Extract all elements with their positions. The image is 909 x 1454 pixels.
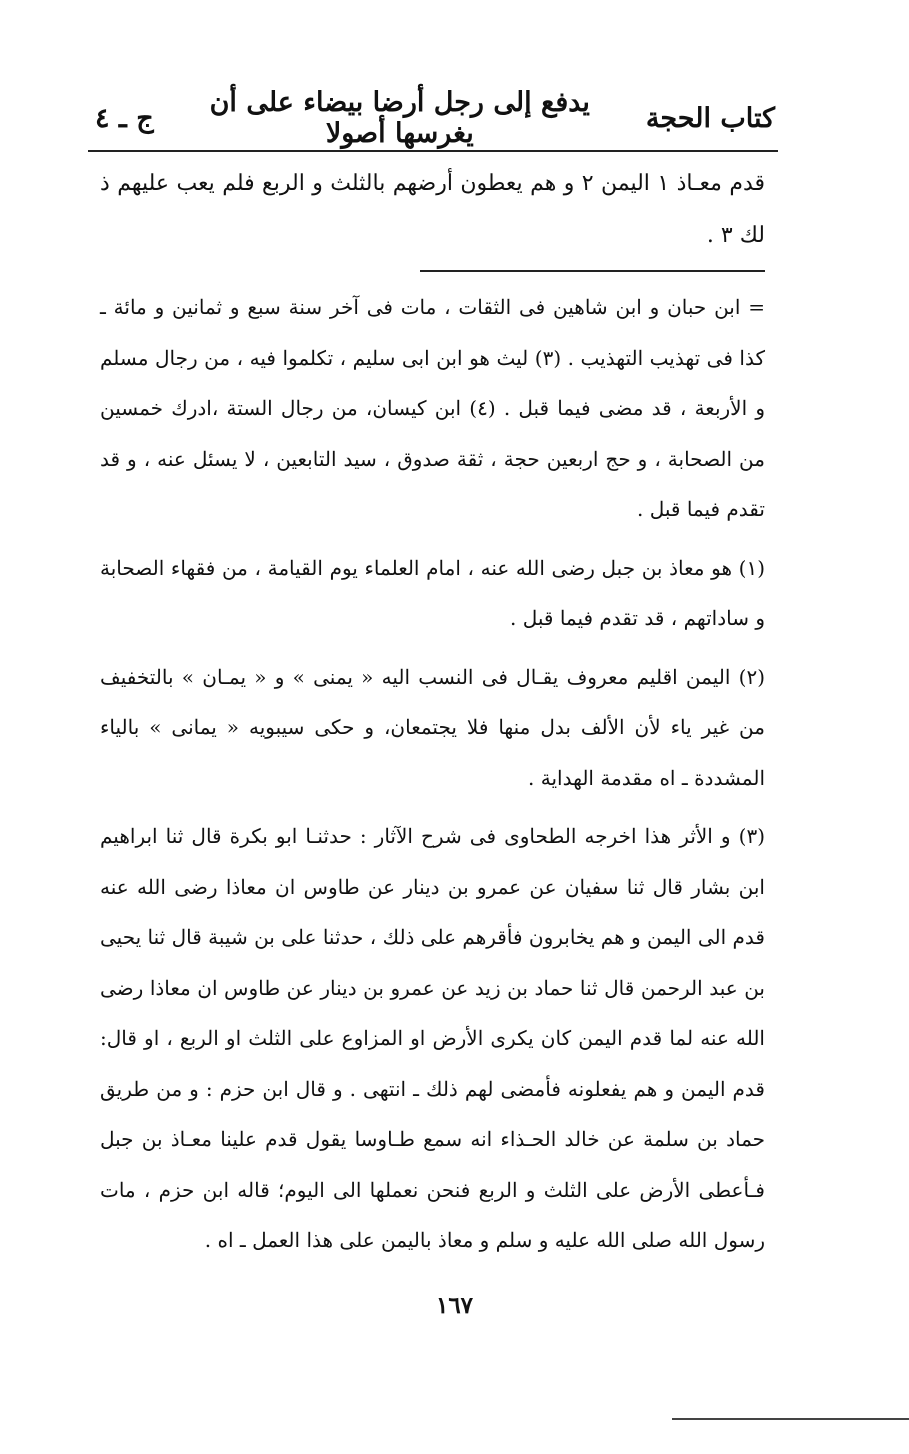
footnote-continuation: = ابن حبان و ابن شاهين فى الثقات ، مات فى آخر سنة سبع و ثمانين و مائة ـ كذا فى تهذيب التهذيب . (٣) ليث هو ابن ابى سليم ، تكلموا فيه ، من رجال مسلم و الأربعة ، قد مضى فيما قبل . (٤) ابن كيسان، من رجال الستة ،ادرك خمسين من الصحابة ، و حج اربعين حجة ، ثقة صدوق ، سيد التابعين ، لا يسئل عنه ، و قد تقدم فيما قبل . <box>100 295 765 521</box>
bottom-scan-line <box>672 1418 909 1420</box>
main-text: قدم معـاذ ١ اليمن ٢ و هم يعطون أرضهم بالثلث و الربع فلم يعب عليهم ذ لك ٣ . <box>100 171 766 248</box>
volume-label: ج ـ ٤ <box>95 102 154 134</box>
footnote-separator <box>420 270 765 272</box>
footnote-1: (١) هو معاذ بن جبل رضى الله عنه ، امام العلماء يوم القيامة ، من فقهاء الصحابة و ساداتهم ، قد تقدم فيما قبل . <box>100 555 765 630</box>
header-divider <box>88 150 778 152</box>
footnote-3: (٣) و الأثر هذا اخرجه الطحاوى فى شرح الآثار : حدثنـا ابو بكرة قال ثنا ابراهيم ابن بشار قال ثنا سفيان عن عمرو بن دينار عن طاوس ان معاذا رضى الله عنه قدم الى اليمن و هم يخابرون فأقرهم على ذلك ، حدثنا على بن شيبة قال ثنا يحيى بن عبد الرحمن قال ثنا حماد بن زيد عن عمرو بن دينار عن طاوس ان معاذا رضى الله عنه لما قدم اليمن كان يكرى الأرض او المزاوع على الثلث او الربع ، او قال: قدم اليمن و هم يفعلونه فأمضى لهم ذلك ـ انتهى . و قال ابن حزم : و من طريق حماد بن سلمة عن خالد الحـذاء انه سمع طـاوسا يقول قدم علينا معـاذ بن جبل فـأعطى الأرض على الثلث و الربع فنحن نعملها الى اليوم؛ قاله ابن حزم ، مات رسول الله صلى الله عليه و سلم و معاذ باليمن على هذا العمل ـ اه . <box>100 824 765 1252</box>
page-number: ١٦٧ <box>435 1292 474 1319</box>
chapter-subject: يدفع إلى رجل أرضا بيضاء على أن يغرسها أصولا <box>209 87 590 149</box>
footnote-2: (٢) اليمن اقليم معروف يقـال فى النسب اليه « يمنى » و « يمـان » بالتخفيف من غير ياء لأن الألف بدل منها فلا يجتمعان، و حكى سيبويه « يمانى » بالياء المشددة ـ اه مقدمة الهداية . <box>100 664 765 790</box>
running-header <box>95 87 775 149</box>
book-title: كتاب الحجة <box>645 102 775 134</box>
footnotes-section <box>100 282 765 1274</box>
